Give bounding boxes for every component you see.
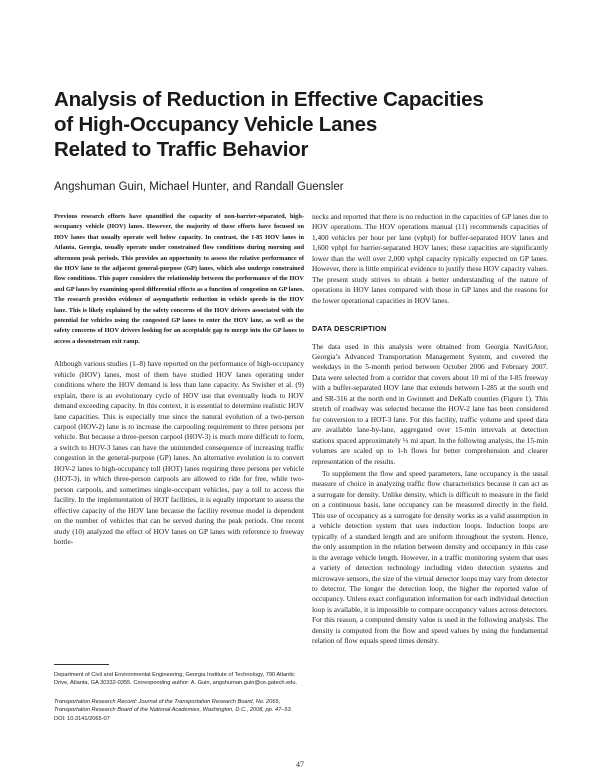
right-column: [312, 212, 548, 647]
page-number: 47: [296, 760, 304, 769]
publication-citation: Transportation Research Record: Journal of the Transportation Research Board, No. 2065, Transportation Research Board of the National Academies, Washington, D.C., 2008, pp. 47–53.: [54, 699, 293, 714]
left-column: [54, 212, 304, 547]
data-paragraph-2: To supplement the flow and speed parameters, lane occupancy is the usual measure of choice in analyzing traffic flow characteristics because it can act as a surrogate for density. Unlike density, which is difficult to measure in the field on a continuous basis, lane occupancy can be measured directly in the field. This use of occupancy as a surrogate for density works as a valid assumption in a vehicle detection system that uses induction loops. Induction loops are typically of a standard length and are uniform throughout the system. Hence, the only assumption in the relation between density and occupancy in this case is the average vehicle length. However, in a traffic monitoring system that uses a variety of detection technology including video detection systems and microwave sensors, the size of the virtual detector loops may vary from detector to detector. The longer the detection loop, the higher the reported value of occupancy. Unless exact configuration information for each individual detection loop is available, it is impossible to compare occupancy values across detectors. For this reason, a computed density value is used in the following analysis. The density is computed from the flow and speed values by using the fundamental relation of flow equals speed times density.: [312, 468, 548, 646]
intro-paragraph: Although various studies (1–8) have reported on the performance of high-occupancy vehicle (HOV) lanes, most of them have studied HOV lanes operating under conditions where the HOV demand is less than lane capacity. As Swisher et al. (9) explain, there is an evolutionary cycle of HOV use that eventually leads to HOV demand exceeding capacity. In this context, it is essential to determine realistic HOV lane capacities. This is especially true since the natural evolution of a two-person carpool (HOV-2) lane is to increase the carpooling requirement to three persons per vehicle. But because a three-person carpool (HOV-3) is much more difficult to form, a switch to HOV-3 lanes can have the unintended consequence of increasing traffic congestion in the general-purpose (GP) lanes. An alternative evolution is to convert HOV-2 lanes to high-occupancy toll (HOT) lanes requiring three persons per vehicle (HOT-3), in which three-person carpools are allowed to ride for free, while two-person carpools, and sometimes single-occupant vehicles, pay a toll to access the facility. In the implementation of HOT facilities, it is equally important to assess the effective capacity of the HOV lane because the facility revenue model is dependent on the number of vehicles that can be served during the peak periods. One recent study (10) analyzed the effect of HOV lanes on GP lanes with reference to freeway bottle-: [54, 359, 304, 546]
section-heading: DATA DESCRIPTION: [312, 324, 387, 334]
doi: DOI: 10.3141/2065-07: [54, 715, 110, 722]
author-list: Angshuman Guin, Michael Hunter, and Randall Guensler: [54, 181, 344, 193]
title-line: Analysis of Reduction in Effective Capacities: [54, 88, 484, 111]
abstract: [54, 212, 304, 347]
intro-continuation: necks and reported that there is no reduction in the capacities of GP lanes due to HOV operations. The HOV operations manual (11) recommends capacities of 1,400 vehicles per hour per lane (vphpl) for buffer-separated HOV lanes and 1,600 vphpl for barrier-separated HOV lanes; these capacities are significantly lower than the well over 2,000 vphpl capacity typically expected on GP lanes. However, there is little empirical evidence to justify these HOV capacity values. The present study strives to obtain a better understanding of the nature of operations in HOV lanes compared with those in GP lanes and the reasons for the lower operational capacities in HOV lanes.: [312, 212, 548, 305]
data-paragraph-1: The data used in this analysis were obtained from Georgia NaviGAtor, Georgia’s Advanced Transportation Management System, and covered the weekdays in the 5-month period between October 2006 and February 2007. Data were selected from a corridor that covers about 10 mi of the I-85 freeway with a buffer-separated HOV lane that extends between I-285 at the south end and SR-316 at the north end in Gwinnett and DeKalb counties (Figure 1). This stretch of roadway was selected because the HOV-2 lane has been considered for conversion to a HOT-3 lane. For this facility, traffic volume and speed data are available lane-by-lane, aggregated over 15-min intervals at detection stations spaced approximately ⅓ mi apart. In the following analysis, the 15-min volumes are scaled up to 1-h flows for better comprehension and clearer representation of the results.: [312, 341, 548, 466]
introduction: [54, 359, 304, 547]
paper-title: [54, 87, 554, 162]
abstract-text: Previous research efforts have quantified the capacity of non-barrier-separated, high-occupancy vehicle (HOV) lanes. However, the majority of these efforts have focused on HOV lanes that usually operate well below capacity. In contrast, the I-85 HOV lanes in Atlanta, Georgia, usually operate under constrained flow conditions during morning and afternoon peak periods. This provides an opportunity to assess the relative performance of the HOV lane to the adjacent general-purpose (GP) lanes, which also undergo constrained flow conditions. This paper considers the relationship between the performance of the HOV and GP lanes by examining speed differential effects as a function of congestion on GP lanes. The research provides evidence of asympathetic reduction in vehicle speeds in the HOV lane. This is likely explained by the safety concerns of the HOV drivers associated with the potential for vehicles using the congested GP lanes to enter the HOV lane, as well as the safety concerns of HOV drivers looking for an acceptable gap to merge into the GP lanes to access a downstream exit ramp.: [54, 213, 304, 345]
affiliation-footnote: Department of Civil and Environmental Engineering, Georgia Institute of Technology, 790 Atlantic Drive, Atlanta, GA 30332-0355. Corresponding author: A. Guin, angshuman.guin@ce.gatech.edu.: [54, 672, 298, 687]
title-line: of High-Occupancy Vehicle Lanes: [54, 113, 378, 136]
title-line: Related to Traffic Behavior: [54, 138, 309, 161]
footnote-divider: [54, 664, 109, 665]
publication-footnote: [54, 698, 302, 723]
